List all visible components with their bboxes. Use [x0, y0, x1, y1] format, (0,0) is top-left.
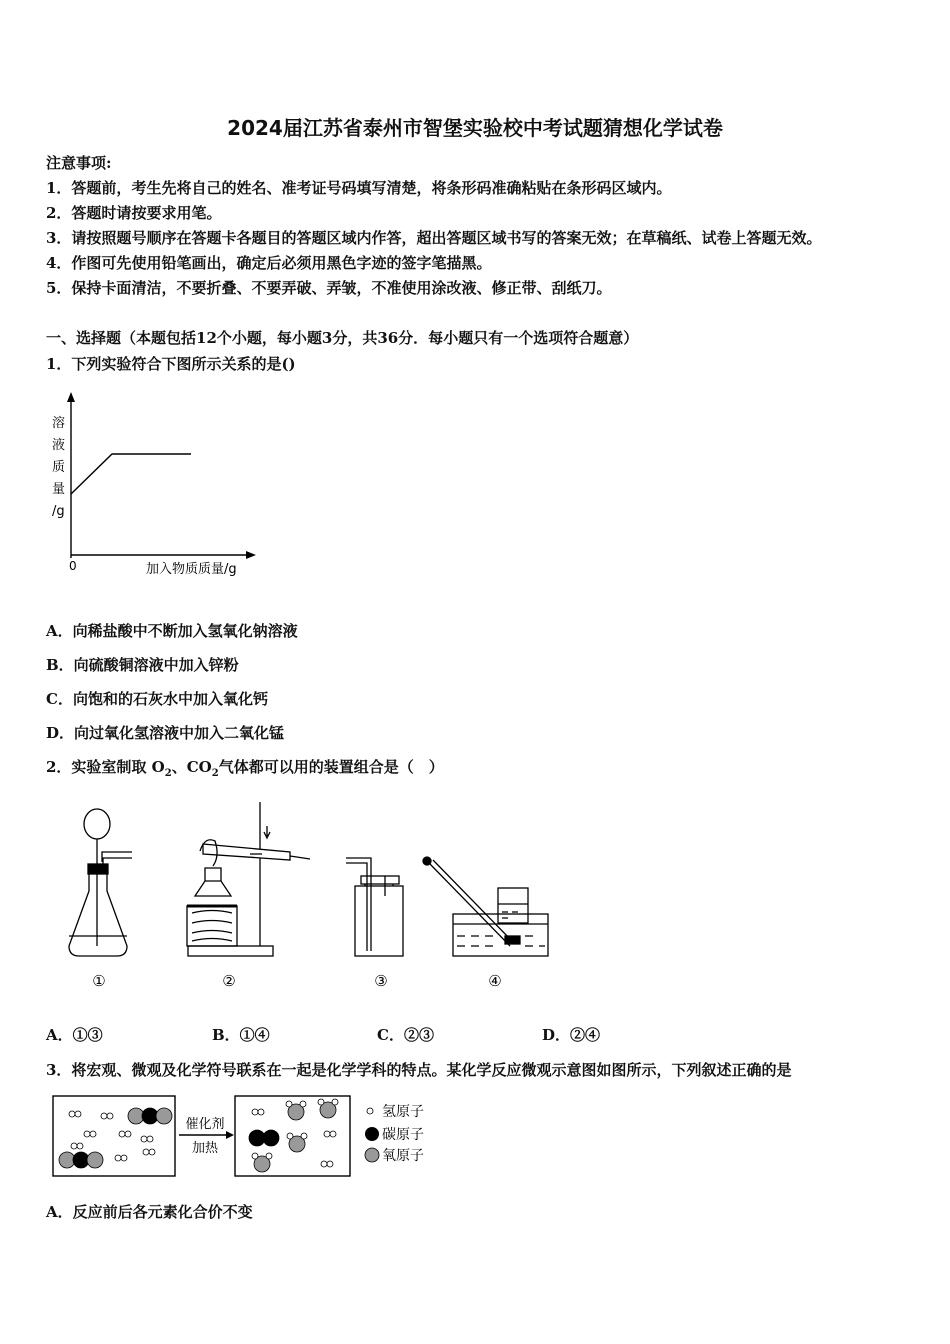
heat-label: 加热 [191, 1141, 219, 1156]
y-label-char: 溶 [52, 416, 66, 431]
curve [71, 454, 191, 494]
exam-title: 2024届江苏省泰州市智堡实验校中考试题猜想化学试卷 [227, 116, 723, 140]
q2-option-c[interactable]: C．②③ [377, 1026, 434, 1044]
x-axis-arrow-icon [246, 551, 256, 559]
q2-option-d[interactable]: D．②④ [542, 1026, 601, 1044]
catalyst-label: 催化剂 [185, 1117, 225, 1132]
carbon-atom-icon [365, 1127, 379, 1141]
legend-label: 碳原子 [382, 1127, 424, 1143]
question-1-stem: 1．下列实验符合下图所示关系的是() [46, 355, 296, 373]
oxygen-atom-icon [365, 1148, 379, 1162]
q1-option-d[interactable]: D．向过氧化氢溶液中加入二氧化锰 [46, 724, 285, 742]
q2-apparatus [55, 796, 565, 996]
apparatus-3-bottle [346, 858, 403, 956]
q2-option-b[interactable]: B．①④ [212, 1026, 270, 1044]
note-item: 3．请按照题号顺序在答题卡各题目的答题区域内作答，超出答题区域书写的答案无效；在草稿纸、试卷上答题无效。 [46, 229, 822, 247]
apparatus-label: ① [92, 972, 106, 990]
note-item: 2．答题时请按要求用笔。 [46, 204, 222, 222]
q3-option-a[interactable]: A．反应前后各元素化合价不变 [46, 1203, 253, 1221]
x-axis-label: 加入物质质量/g [146, 562, 237, 577]
note-item: 5．保持卡面清洁，不要折叠、不要弄破、弄皱，不准使用涂改液、修正带、刮纸刀。 [46, 279, 612, 297]
apparatus-1-flask [69, 809, 132, 956]
q1-option-a[interactable]: A．向稀盐酸中不断加入氢氧化钠溶液 [46, 622, 298, 640]
note-item: 4．作图可先使用铅笔画出，确定后必须用黑色字迹的签字笔描黑。 [46, 254, 492, 272]
apparatus-4-trough [423, 857, 548, 956]
question-2-stem: 2．实验室制取 $O_2$、$CO_2$气体都可以用的装置组合是（ ） [46, 758, 444, 779]
q1-option-b[interactable]: B．向硫酸铜溶液中加入锌粉 [46, 656, 239, 674]
q1-option-c[interactable]: C．向饱和的石灰水中加入氧化钙 [46, 690, 268, 708]
y-label-char: 液 [52, 438, 66, 453]
question-3-stem: 3．将宏观、微观及化学符号联系在一起是化学学科的特点。某化学反应微观示意图如图所示，下列叙述正确的是 [46, 1061, 792, 1079]
hydrogen-atom-icon [367, 1108, 373, 1114]
note-item: 1．答题前，考生先将自己的姓名、准考证号码填写清楚，将条形码准确粘贴在条形码区域内。 [46, 179, 672, 197]
origin-label: 0 [69, 559, 77, 573]
molecules-before [59, 1108, 172, 1168]
legend-label: 氧原子 [382, 1148, 424, 1164]
y-label-char: 量 [52, 482, 66, 497]
apparatus-label: ③ [374, 972, 388, 990]
y-label-char: 质 [52, 460, 66, 475]
apparatus-label: ② [222, 972, 236, 990]
q3-reaction-diagram [52, 1094, 442, 1180]
legend [365, 1104, 424, 1164]
molecules-after [249, 1099, 338, 1172]
y-label-char: /g [52, 504, 65, 519]
arrow-head-icon [226, 1131, 234, 1139]
y-axis-arrow-icon [67, 392, 75, 402]
q2-option-a[interactable]: A．①③ [46, 1026, 103, 1044]
legend-label: 氢原子 [382, 1104, 424, 1120]
notes-heading: 注意事项: [46, 154, 112, 172]
apparatus-label: ④ [488, 972, 502, 990]
section-heading: 一、选择题（本题包括12个小题，每小题3分，共36分．每小题只有一个选项符合题意） [46, 329, 639, 347]
apparatus-2-heating [187, 802, 310, 956]
q1-graph [44, 390, 264, 580]
